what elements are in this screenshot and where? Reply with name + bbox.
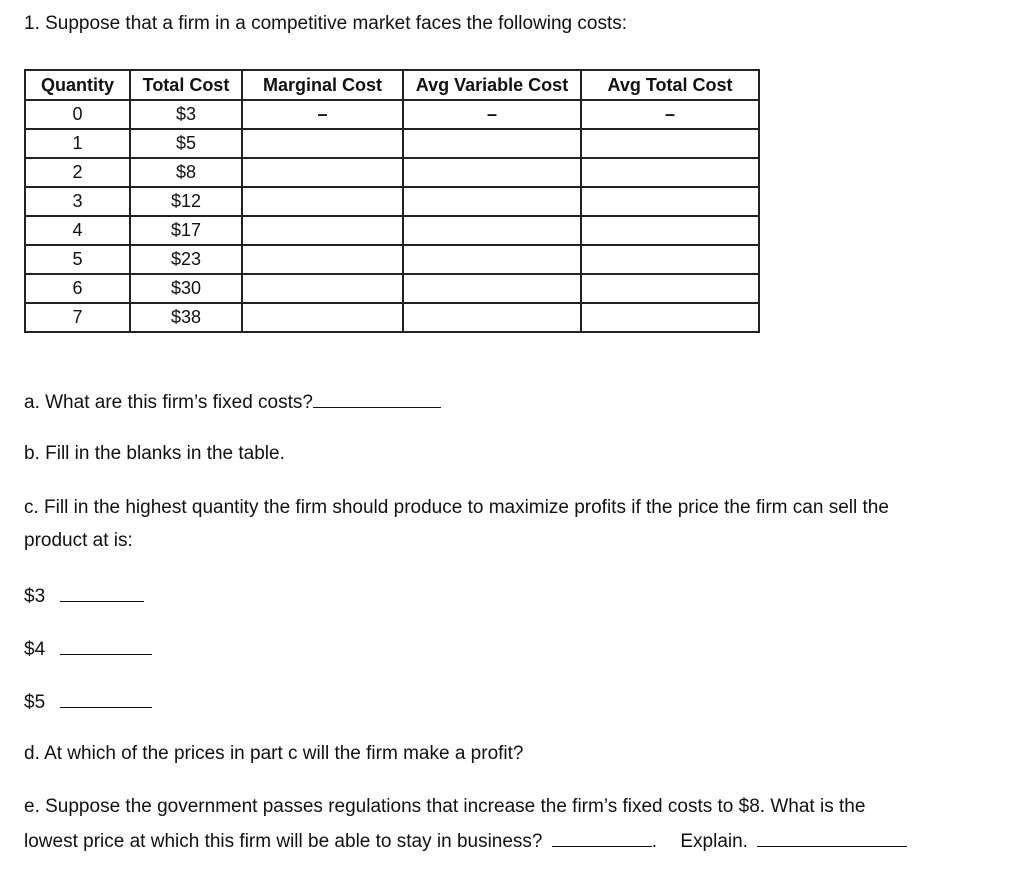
cell-avg-variable-cost[interactable] <box>403 129 581 158</box>
cost-table <box>24 69 760 333</box>
cell-quantity: 0 <box>25 100 130 129</box>
answer-blank-fixed-costs[interactable] <box>313 389 441 408</box>
header-total-cost: Total Cost <box>130 70 242 100</box>
cell-avg-variable-cost[interactable] <box>403 303 581 332</box>
cell-avg-total-cost[interactable] <box>581 245 759 274</box>
part-e-explain: Explain. <box>680 831 748 852</box>
cell-total-cost: $8 <box>130 158 242 187</box>
cell-marginal-cost[interactable] <box>242 303 403 332</box>
question-title: 1. Suppose that a firm in a competitive market faces the following costs: <box>24 13 628 34</box>
cell-total-cost: $3 <box>130 100 242 129</box>
cell-avg-total-cost[interactable] <box>581 274 759 303</box>
cell-total-cost: $23 <box>130 245 242 274</box>
header-marginal-cost: Marginal Cost <box>242 70 403 100</box>
cell-avg-variable-cost[interactable] <box>403 245 581 274</box>
part-a <box>24 389 441 415</box>
table-row <box>25 274 759 303</box>
part-e-text: lowest price at which this firm will be able to stay in business? <box>24 831 543 852</box>
cell-avg-variable-cost[interactable] <box>403 274 581 303</box>
price-label: $5 <box>24 692 46 713</box>
part-c-line-1: c. Fill in the highest quantity the firm should produce to maximize profits if the price the firm can sell the <box>24 497 889 518</box>
header-quantity: Quantity <box>25 70 130 100</box>
part-d: d. At which of the prices in part c will the firm make a profit? <box>24 743 524 764</box>
table-row <box>25 158 759 187</box>
price-3-line <box>24 583 144 609</box>
table-row <box>25 187 759 216</box>
cell-quantity: 5 <box>25 245 130 274</box>
part-e-period: . <box>651 831 658 852</box>
part-e-line-1: e. Suppose the government passes regulations that increase the firm’s fixed costs to $8. What is the <box>24 796 866 817</box>
answer-blank-price-3[interactable] <box>60 583 144 602</box>
cell-marginal-cost[interactable]: – <box>242 100 403 129</box>
answer-blank-price-5[interactable] <box>60 689 152 708</box>
price-label: $3 <box>24 586 46 607</box>
table-row <box>25 216 759 245</box>
price-4-line <box>24 636 152 662</box>
header-avg-total-cost: Avg Total Cost <box>581 70 759 100</box>
cell-avg-total-cost[interactable] <box>581 158 759 187</box>
cell-avg-variable-cost[interactable] <box>403 216 581 245</box>
cell-quantity: 6 <box>25 274 130 303</box>
part-c-line-2: product at is: <box>24 530 133 551</box>
table-row <box>25 129 759 158</box>
cell-quantity: 1 <box>25 129 130 158</box>
cell-quantity: 3 <box>25 187 130 216</box>
cell-avg-total-cost[interactable] <box>581 187 759 216</box>
price-label: $4 <box>24 639 46 660</box>
cell-quantity: 7 <box>25 303 130 332</box>
cell-avg-total-cost[interactable] <box>581 303 759 332</box>
answer-blank-price-4[interactable] <box>60 636 152 655</box>
cell-marginal-cost[interactable] <box>242 245 403 274</box>
cell-avg-total-cost[interactable] <box>581 129 759 158</box>
cell-quantity: 4 <box>25 216 130 245</box>
cell-marginal-cost[interactable] <box>242 274 403 303</box>
cell-total-cost: $30 <box>130 274 242 303</box>
table-row <box>25 303 759 332</box>
cell-avg-variable-cost[interactable] <box>403 187 581 216</box>
cell-marginal-cost[interactable] <box>242 187 403 216</box>
part-e-line-2 <box>24 828 907 854</box>
cell-marginal-cost[interactable] <box>242 216 403 245</box>
cell-marginal-cost[interactable] <box>242 158 403 187</box>
part-a-text: a. What are this firm’s fixed costs? <box>24 392 313 413</box>
table-row <box>25 100 759 129</box>
cell-total-cost: $38 <box>130 303 242 332</box>
cell-avg-total-cost[interactable] <box>581 216 759 245</box>
cell-avg-total-cost[interactable]: – <box>581 100 759 129</box>
answer-blank-lowest-price[interactable] <box>552 828 652 847</box>
cell-total-cost: $5 <box>130 129 242 158</box>
cell-total-cost: $12 <box>130 187 242 216</box>
cell-marginal-cost[interactable] <box>242 129 403 158</box>
cell-total-cost: $17 <box>130 216 242 245</box>
cell-avg-variable-cost[interactable]: – <box>403 100 581 129</box>
price-5-line <box>24 689 152 715</box>
cell-avg-variable-cost[interactable] <box>403 158 581 187</box>
header-avg-variable-cost: Avg Variable Cost <box>403 70 581 100</box>
cell-quantity: 2 <box>25 158 130 187</box>
table-header-row <box>25 70 759 100</box>
part-b: b. Fill in the blanks in the table. <box>24 443 285 464</box>
table-row <box>25 245 759 274</box>
answer-blank-explain[interactable] <box>757 828 907 847</box>
